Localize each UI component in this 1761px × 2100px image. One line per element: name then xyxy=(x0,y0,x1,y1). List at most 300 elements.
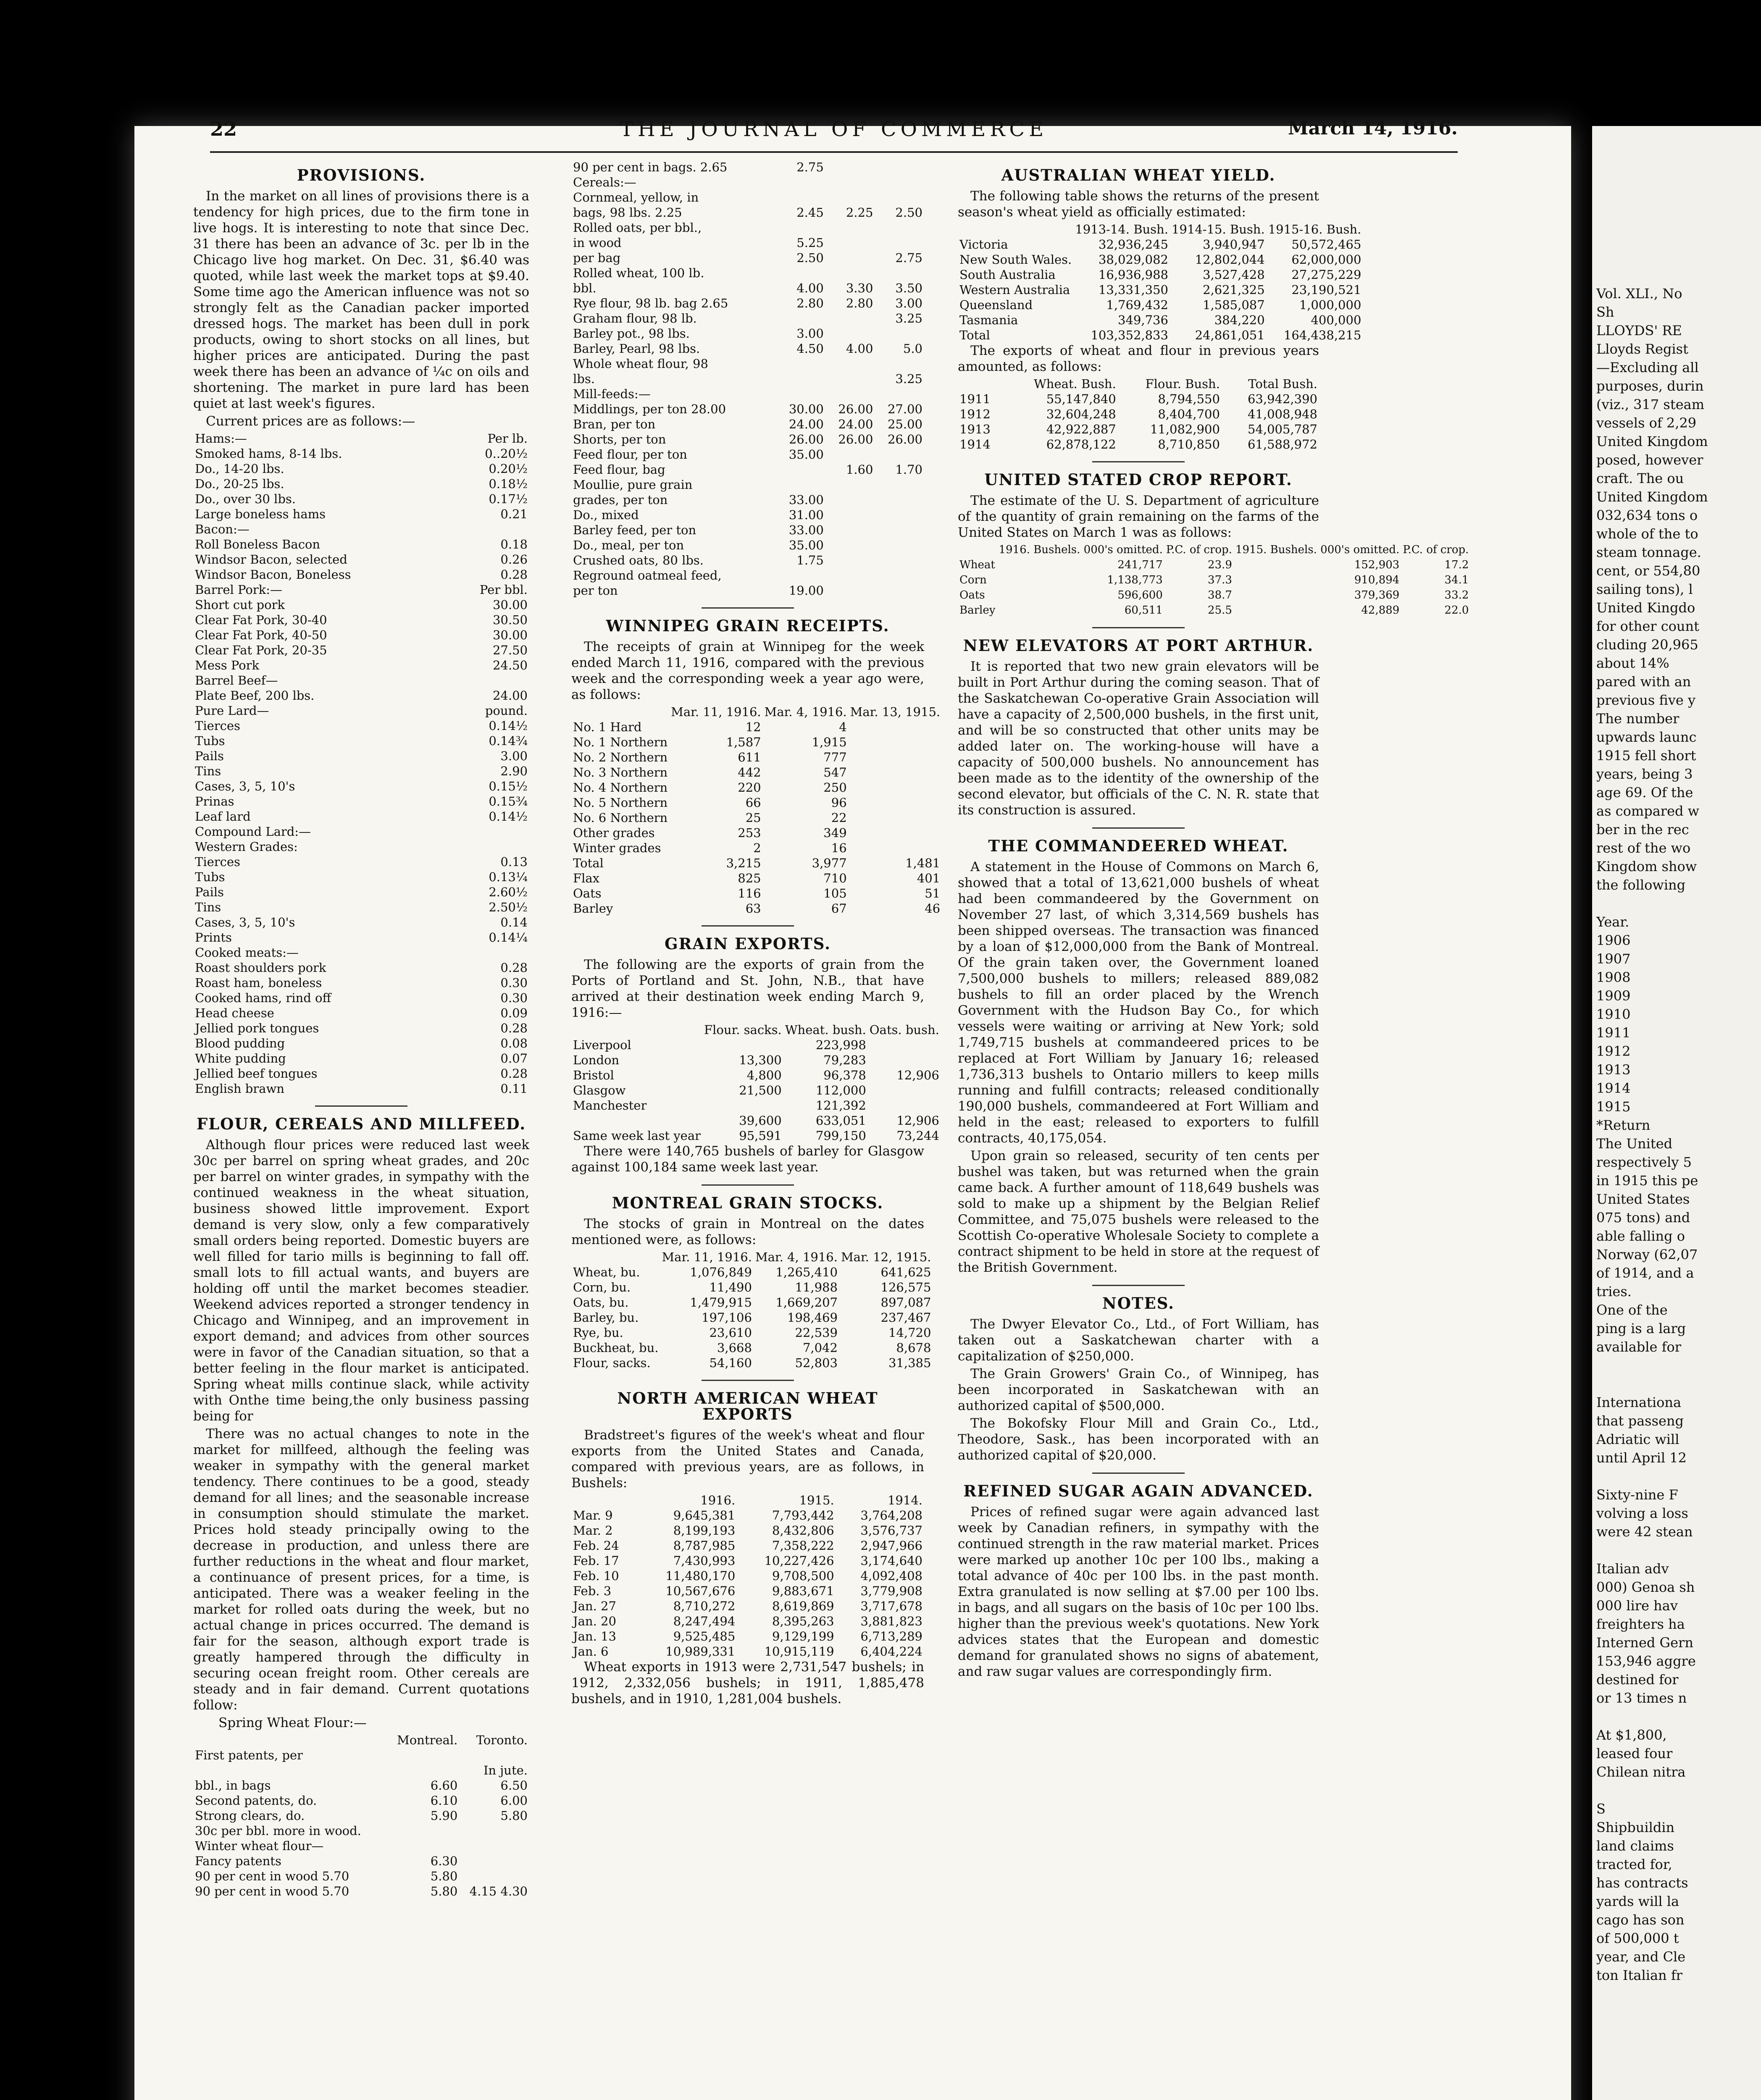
table-cell: 30.00 xyxy=(492,628,528,642)
fragment-line: Vol. XLI., No xyxy=(1596,286,1682,302)
table-row xyxy=(193,431,529,446)
table-cell: Bacon:— xyxy=(195,522,250,536)
table-cell: 401 xyxy=(917,871,941,885)
table-cell: Cereals:— xyxy=(573,175,636,189)
table-cell: 3.25 xyxy=(895,311,923,326)
table-row xyxy=(958,407,1319,422)
table-cell: 1.60 xyxy=(846,462,873,477)
fragment-line: Lloyds Regist xyxy=(1596,341,1688,357)
table-cell xyxy=(875,522,924,538)
table-row xyxy=(193,718,529,733)
table-header-cell: 1916. xyxy=(700,1493,736,1507)
fragment-line: —Excluding all xyxy=(1596,360,1699,375)
table-cell: Shorts, per ton xyxy=(573,432,666,446)
table-cell xyxy=(776,190,825,205)
table-cell: 6.60 xyxy=(430,1778,458,1793)
table-cell: 0.14¼ xyxy=(489,930,528,945)
table-cell: Do., 20-25 lbs. xyxy=(195,477,284,491)
table-cell: Prinas xyxy=(195,794,234,808)
table-cell: 2.75 xyxy=(895,251,923,265)
table-cell: 3.50 xyxy=(895,281,923,295)
aus-wheat-title: AUSTRALIAN WHEAT YIELD. xyxy=(1001,166,1276,184)
table-header-cell xyxy=(193,1732,386,1748)
table-cell: 50,572,465 xyxy=(1291,237,1361,252)
table-cell xyxy=(776,477,825,492)
table-row xyxy=(571,750,942,765)
table-cell xyxy=(825,250,875,265)
fragment-line: vessels of 2,29 xyxy=(1596,415,1697,431)
notes-item: The Grain Growers' Grain Co., of Winnipeg, has been incorporated in Saskatchewan with an authorized capital of $500,000. xyxy=(958,1366,1319,1413)
table-row xyxy=(571,780,942,795)
table-cell: Rye, bu. xyxy=(573,1326,623,1340)
table-cell xyxy=(825,220,875,235)
table-row xyxy=(571,432,924,447)
fragment-line: S xyxy=(1596,1801,1606,1817)
table-cell: 10,915,119 xyxy=(764,1644,834,1659)
table-header-cell: 1915. Bushels. 000's omitted. xyxy=(1235,543,1400,556)
table-cell: 4 xyxy=(839,720,847,734)
fragment-line: freighters ha xyxy=(1596,1616,1685,1632)
table-row xyxy=(571,1340,933,1355)
fragment-line: tries. xyxy=(1596,1284,1632,1299)
aus-exports-table xyxy=(958,376,1319,452)
table-row xyxy=(571,765,942,780)
fragment-line: ber in the rec xyxy=(1596,822,1689,837)
table-row xyxy=(571,250,924,265)
table-cell: 0.15½ xyxy=(489,779,528,793)
table-cell xyxy=(825,522,875,538)
table-row xyxy=(193,597,529,612)
fragment-line: were 42 stean xyxy=(1596,1524,1693,1540)
table-cell: 3.00 xyxy=(796,326,824,341)
table-row xyxy=(193,658,529,673)
table-cell: 0.26 xyxy=(500,552,528,567)
table-cell: 400,000 xyxy=(1311,313,1361,327)
table-row xyxy=(571,522,924,538)
table-header-cell: Oats. bush. xyxy=(869,1023,939,1037)
table-cell: 6.30 xyxy=(430,1854,458,1868)
table-cell: 33.00 xyxy=(789,493,824,507)
table-row xyxy=(571,281,924,296)
table-row xyxy=(571,1098,941,1113)
table-header-cell: Mar. 11, 1916. xyxy=(662,1250,752,1264)
table-cell: 16 xyxy=(831,841,847,855)
table-row xyxy=(571,1355,933,1370)
fragment-line: able falling o xyxy=(1596,1228,1685,1244)
table-cell: 54,005,787 xyxy=(1247,422,1317,436)
table-header-cell: Mar. 11, 1916. xyxy=(671,705,761,719)
table-cell xyxy=(825,160,875,175)
table-row xyxy=(193,779,529,794)
table-cell xyxy=(386,1748,459,1763)
table-cell: Total xyxy=(959,328,990,342)
table-header-cell: 1916. Bushels. 000's omitted. xyxy=(999,543,1163,556)
fragment-line: cago has son xyxy=(1596,1912,1685,1928)
fragment-line: 1912 xyxy=(1596,1043,1631,1059)
table-cell xyxy=(459,1853,529,1869)
table-cell xyxy=(702,1037,783,1053)
table-header-cell: 1914. xyxy=(887,1493,923,1507)
cereals-table xyxy=(571,160,924,598)
table-cell: 60,511 xyxy=(1124,604,1163,617)
table-row xyxy=(193,885,529,900)
table-cell: Clear Fat Pork, 40-50 xyxy=(195,628,327,642)
flour-title: FLOUR, CEREALS AND MILLFEED. xyxy=(196,1115,526,1133)
fragment-line: steam tonnage. xyxy=(1596,544,1701,560)
fragment-line: 1907 xyxy=(1596,951,1631,967)
table-cell: Feb. 10 xyxy=(573,1569,619,1583)
table-row xyxy=(571,462,924,477)
table-cell: Cases, 3, 5, 10's xyxy=(195,915,295,929)
table-cell xyxy=(193,1763,386,1778)
aus-wheat-table xyxy=(958,222,1363,343)
table-cell: 9,129,199 xyxy=(772,1629,834,1643)
table-cell: 9,883,671 xyxy=(772,1584,834,1598)
table-cell xyxy=(875,477,924,492)
grain-exports-body: The following are the exports of grain from the Ports of Portland and St. John, N.B., that have arrived at their destination week ending March 9, 1916:— xyxy=(571,957,924,1020)
table-cell: 105 xyxy=(823,886,847,900)
table-cell: 6.50 xyxy=(500,1778,528,1793)
table-cell: Western Grades: xyxy=(195,840,298,854)
table-cell: 198,469 xyxy=(787,1310,838,1325)
fragment-line: years, being 3 xyxy=(1596,766,1693,782)
table-cell: 0..20½ xyxy=(485,446,528,461)
table-cell: 24.00 xyxy=(492,688,528,703)
table-cell: 12 xyxy=(745,720,761,734)
table-cell xyxy=(875,235,924,250)
table-cell: Other grades xyxy=(573,826,655,840)
table-cell: No. 1 Northern xyxy=(573,735,668,749)
table-cell: 1,669,207 xyxy=(775,1295,838,1310)
table-cell xyxy=(825,568,875,583)
table-cell: 62,878,122 xyxy=(1046,437,1116,452)
table-cell: 13,331,350 xyxy=(1098,283,1168,297)
fragment-line: Sh xyxy=(1596,304,1614,320)
aus-wheat-body: The following table shows the returns of the present season's wheat yield as officially estimated: xyxy=(958,189,1319,220)
table-row xyxy=(958,297,1363,312)
divider xyxy=(1092,827,1185,829)
table-cell xyxy=(702,1098,783,1113)
table-cell: Do., 14-20 lbs. xyxy=(195,462,284,476)
table-row xyxy=(193,748,529,764)
table-cell: 1,000,000 xyxy=(1299,298,1361,312)
table-header-cell: 1913-14. Bush. xyxy=(1075,222,1168,236)
table-cell: 1,585,087 xyxy=(1203,298,1265,312)
table-cell xyxy=(875,492,924,507)
table-cell: 33.00 xyxy=(789,523,824,537)
table-cell: 11,988 xyxy=(795,1280,838,1294)
table-cell: 4,800 xyxy=(746,1068,782,1082)
table-cell: 5.0 xyxy=(903,341,923,356)
fragment-line: 1915 fell short xyxy=(1596,748,1696,764)
table-cell: Graham flour, 98 lb. xyxy=(573,311,697,326)
table-cell: Do., meal, per ton xyxy=(573,538,684,552)
table-cell: 1912 xyxy=(959,407,991,421)
table-cell: Reground oatmeal feed, xyxy=(573,568,722,583)
table-cell: 95,591 xyxy=(739,1129,782,1143)
table-cell: 5.80 xyxy=(430,1884,458,1898)
table-row xyxy=(193,476,529,491)
table-row xyxy=(571,825,942,840)
table-cell: 62,000,000 xyxy=(1291,252,1361,267)
table-cell: 51 xyxy=(925,886,941,900)
table-cell: 710 xyxy=(823,871,847,885)
table-cell: 30.00 xyxy=(492,598,528,612)
table-row xyxy=(193,975,529,990)
table-cell: 2.50 xyxy=(895,205,923,220)
table-cell: Per lb. xyxy=(487,431,528,446)
table-cell xyxy=(875,583,924,598)
table-row xyxy=(193,1081,529,1096)
table-cell: 0.13 xyxy=(500,855,528,869)
table-cell: Compound Lard:— xyxy=(195,824,311,839)
table-cell: 8,395,263 xyxy=(772,1614,834,1628)
table-cell: New South Wales. xyxy=(959,252,1072,267)
table-row xyxy=(571,371,924,386)
table-cell: 237,467 xyxy=(880,1310,931,1325)
table-row xyxy=(193,1051,529,1066)
table-cell: 31.00 xyxy=(789,508,824,522)
fragment-line: land claims xyxy=(1596,1838,1674,1854)
table-cell: Rye flour, 98 lb. bag 2.65 xyxy=(573,296,728,310)
table-row xyxy=(571,175,924,190)
table-cell xyxy=(875,190,924,205)
table-cell: 379,369 xyxy=(1354,589,1400,601)
table-cell: Oats xyxy=(959,589,985,601)
commandeered-body-1: A statement in the House of Commons on March 6, showed that a total of 13,621,000 bushels of wheat had been commandeered by the Government on November 27 last, of which 3,314,569 bushels has been shipped overseas. The transaction was financed by a loan of $12,000,000 from the Bank of Montreal. Of the grain taken over, the Government loaned 7,500,000 bushels to millers; released 889,082 bushels to fill an order placed by the Wrench Government with the Hudson Bay Co., for which vessels were waiting or arriving at New York; sold 1,749,715 bushels at commandeered prices to be replaced at Fort William by January 16; released 1,736,313 bushels to Ontario millers to keep mills running and fulfill contracts; released conditionally 190,000 bushels, commandeered at Fort William and held in the east; released to exporters to fulfill contracts, 40,175,054. xyxy=(958,859,1319,1146)
table-row xyxy=(571,492,924,507)
winnipeg-body: The receipts of grain at Winnipeg for the week ended March 11, 1916, compared with the previous week and the corresponding week a year ago were, as follows: xyxy=(571,639,924,702)
table-cell: Per bbl. xyxy=(479,583,528,597)
table-row xyxy=(571,871,942,886)
table-cell: 52,803 xyxy=(795,1356,838,1370)
fragment-line: One of the xyxy=(1596,1302,1668,1318)
fragment-line: year, and Cle xyxy=(1596,1949,1686,1965)
table-cell: 26.00 xyxy=(838,402,873,416)
table-row xyxy=(193,446,529,461)
table-row xyxy=(571,1113,941,1128)
table-cell: 0.17½ xyxy=(489,492,528,506)
table-cell: Barrel Pork:— xyxy=(195,583,282,597)
table-cell: Tins xyxy=(195,900,221,914)
table-cell: Windsor Bacon, selected xyxy=(195,552,347,567)
table-row xyxy=(571,1614,924,1629)
table-cell xyxy=(825,492,875,507)
table-row xyxy=(958,603,1470,618)
table-row xyxy=(571,1265,933,1280)
flour-body-2: There was no actual changes to note in the market for millfeed, although the feeling was weaker in sympathy with the general market tendency. There continues to be a good, steady demand for all lines; and the seasonable increase in consumption should stimulate the market. Prices hold steady principally owing to the decrease in production, and unless there are further reductions in the wheat and flour market, a continuance of present prices, for a time, is anticipated. There was a weaker feeling in the market for rolled oats during the week, but no actual change in prices occurred. The demand is fair for the season, although export trade is greatly hampered through the difficulty in securing ocean freight room. Other cereals are steady and in fair demand. Current quotations follow: xyxy=(193,1426,529,1713)
table-row xyxy=(193,1869,529,1884)
table-cell: 66 xyxy=(745,795,761,810)
table-cell: Do., over 30 lbs. xyxy=(195,492,296,506)
table-row xyxy=(193,854,529,869)
table-header-cell xyxy=(958,376,1004,391)
table-cell: Fancy patents xyxy=(195,1854,281,1868)
table-row xyxy=(571,583,924,598)
provisions-title: PROVISIONS. xyxy=(297,166,426,184)
table-cell: 3,717,678 xyxy=(860,1599,923,1613)
na-wheat-title: NORTH AMERICAN WHEAT EXPORTS xyxy=(617,1389,878,1423)
table-row xyxy=(193,1853,529,1869)
table-header-cell: 1915. xyxy=(799,1493,834,1507)
table-row xyxy=(571,901,942,916)
table-row xyxy=(193,930,529,945)
table-cell: Clear Fat Pork, 20-35 xyxy=(195,643,327,657)
fragment-line: United Kingdom xyxy=(1596,433,1708,449)
table-cell: Queensland xyxy=(959,298,1033,312)
table-cell: 164,438,215 xyxy=(1283,328,1361,342)
fragment-line: about 14% xyxy=(1596,655,1669,671)
table-cell: 8,710,850 xyxy=(1158,437,1220,452)
table-cell xyxy=(875,568,924,583)
table-cell xyxy=(825,175,875,190)
table-row xyxy=(193,1808,529,1823)
table-cell: Corn, bu. xyxy=(573,1280,631,1294)
table-row xyxy=(571,190,924,205)
sugar-title: REFINED SUGAR AGAIN ADVANCED. xyxy=(963,1482,1314,1500)
fragment-line: 032,634 tons o xyxy=(1596,507,1698,523)
table-cell: 10,989,331 xyxy=(665,1644,736,1659)
table-cell: Pails xyxy=(195,749,224,763)
table-row xyxy=(958,391,1319,407)
table-cell: 0.15¾ xyxy=(489,794,528,808)
table-cell: 3,881,823 xyxy=(860,1614,923,1628)
table-row xyxy=(193,1748,529,1763)
table-row xyxy=(958,422,1319,437)
table-cell: 0.14½ xyxy=(489,719,528,733)
table-cell: 1914 xyxy=(959,437,991,452)
fragment-line: leased four xyxy=(1596,1746,1673,1761)
table-row xyxy=(571,1644,924,1659)
fragment-line: cent, or 554,80 xyxy=(1596,563,1701,579)
table-cell: 19.00 xyxy=(789,583,824,598)
table-cell: bbl., in bags xyxy=(195,1778,271,1793)
table-cell xyxy=(875,538,924,553)
table-cell xyxy=(776,220,825,235)
table-row xyxy=(193,1823,529,1838)
table-cell: Barley, bu. xyxy=(573,1310,639,1325)
table-cell xyxy=(447,839,529,854)
table-cell: Liverpool xyxy=(573,1038,631,1052)
table-row xyxy=(571,1523,924,1538)
table-cell: 8,432,806 xyxy=(772,1523,834,1538)
table-header-cell: P.C. of crop. xyxy=(1166,543,1232,556)
table-cell: 8,794,550 xyxy=(1158,392,1220,406)
grain-exports-table xyxy=(571,1022,941,1143)
column-1 xyxy=(193,160,529,1899)
table-row xyxy=(193,552,529,567)
fragment-line: sailing tons), l xyxy=(1596,581,1693,597)
table-cell: 253 xyxy=(738,826,761,840)
table-cell: 41,008,948 xyxy=(1247,407,1317,421)
table-cell: 0.08 xyxy=(500,1036,528,1050)
table-row xyxy=(193,1066,529,1081)
table-cell: 126,575 xyxy=(880,1280,931,1294)
table-cell: 2.80 xyxy=(846,296,873,310)
column-2 xyxy=(571,160,941,1709)
table-cell: 3.00 xyxy=(895,296,923,310)
page-header xyxy=(210,113,1458,153)
table-cell: 2.60½ xyxy=(489,885,528,899)
table-cell: 0.11 xyxy=(500,1082,528,1096)
table-cell xyxy=(447,673,529,688)
table-row xyxy=(571,341,924,356)
table-row xyxy=(571,810,942,825)
table-cell: 223,998 xyxy=(815,1038,866,1052)
table-row xyxy=(571,1583,924,1599)
table-row xyxy=(193,960,529,975)
table-cell: 197,106 xyxy=(702,1310,752,1325)
table-cell xyxy=(825,356,875,371)
table-row xyxy=(193,612,529,627)
table-cell: 31,385 xyxy=(888,1356,931,1370)
table-row xyxy=(193,537,529,552)
table-row xyxy=(958,588,1470,603)
table-cell xyxy=(825,447,875,462)
table-cell: 1,769,432 xyxy=(1106,298,1168,312)
table-row xyxy=(571,1068,941,1083)
fragment-line: of 1914, and a xyxy=(1596,1265,1694,1281)
table-cell: 2.50 xyxy=(796,251,824,265)
table-cell xyxy=(825,583,875,598)
table-cell: 37.3 xyxy=(1208,574,1232,586)
table-cell: 6,404,224 xyxy=(860,1644,923,1659)
table-header-row xyxy=(958,542,1470,557)
table-cell xyxy=(386,1838,459,1853)
table-cell: Prints xyxy=(195,930,232,945)
table-cell xyxy=(875,553,924,568)
provisions-body: In the market on all lines of provisions there is a tendency for high prices, due to the firm tone in live hogs. It is interesting to note that since Dec. 31 there has been an advance of 3c. per lb in the Chicago live hog market. On Dec. 31, $6.40 was quoted, while last week the market tops at $9.40. Some time ago the American influence was not so strongly felt as the Canadian packer imported dressed hogs. The market has been dull in pork products, owing to short stocks on all lines, but higher prices are anticipated. During the past week there has been an advance of ¼c on oils and shortening. The market in pure lard has been quiet at last week's figures. xyxy=(193,189,529,411)
table-cell: Barrel Beef— xyxy=(195,673,278,688)
table-cell: 3.25 xyxy=(895,372,923,386)
table-row xyxy=(193,839,529,854)
table-cell: 121,392 xyxy=(815,1098,866,1113)
table-row xyxy=(571,1295,933,1310)
divider xyxy=(1092,1285,1185,1286)
table-cell: Tins xyxy=(195,764,221,778)
table-row xyxy=(571,477,924,492)
table-cell: Mar. 9 xyxy=(573,1508,613,1522)
divider xyxy=(315,1105,407,1107)
table-row xyxy=(571,1037,941,1053)
table-cell: 5.90 xyxy=(430,1809,458,1823)
fragment-line: as compared w xyxy=(1596,803,1700,819)
table-cell: 3,764,208 xyxy=(860,1508,923,1522)
table-cell: 38,029,082 xyxy=(1098,252,1168,267)
table-row xyxy=(571,265,924,281)
table-cell: 9,708,500 xyxy=(772,1569,834,1583)
notes-item: The Dwyer Elevator Co., Ltd., of Fort William, has taken out a Saskatchewan charter with a capitalization of $250,000. xyxy=(958,1317,1319,1364)
table-row xyxy=(193,945,529,960)
table-cell: 2.80 xyxy=(796,296,824,310)
table-cell xyxy=(447,522,529,537)
table-cell: 0.28 xyxy=(500,1021,528,1035)
fragment-line: 1910 xyxy=(1596,1006,1631,1022)
table-cell: 32,936,245 xyxy=(1098,237,1168,252)
table-cell: 30.50 xyxy=(492,613,528,627)
fragment-line: (viz., 317 steam xyxy=(1596,396,1705,412)
na-wheat-table xyxy=(571,1493,924,1659)
table-cell: 26.00 xyxy=(887,432,923,446)
table-cell: 0.14 xyxy=(500,915,528,929)
table-cell: 116 xyxy=(738,886,761,900)
table-cell: 0.28 xyxy=(500,1066,528,1081)
divider xyxy=(702,607,794,609)
table-cell: bbl. xyxy=(573,281,597,295)
table-cell: 3,215 xyxy=(726,856,761,870)
table-cell xyxy=(849,750,942,765)
table-row xyxy=(571,1553,924,1568)
